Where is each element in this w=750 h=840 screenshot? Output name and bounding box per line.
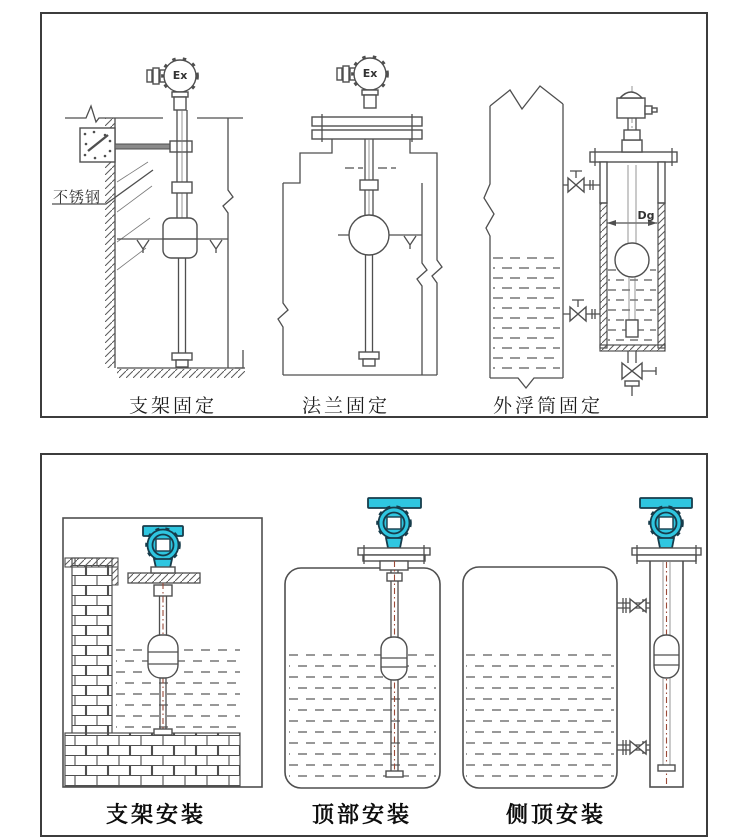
transmitter-head-ex-2 bbox=[337, 56, 388, 108]
isolation-valve-upper bbox=[563, 171, 600, 192]
diagram-bracket-install bbox=[63, 518, 262, 787]
diagram-bracket-fixed bbox=[52, 58, 245, 378]
top-panel bbox=[40, 12, 708, 418]
ex-marking-2: Ex bbox=[362, 67, 378, 80]
bottom-panel-drawing bbox=[42, 455, 706, 833]
diagram-flange-fixed bbox=[278, 56, 442, 375]
bottom-panel bbox=[40, 453, 708, 837]
side-connection-upper bbox=[617, 598, 650, 613]
caption-bracket-fixed: 支架固定 bbox=[128, 395, 217, 417]
caption-external-cage-fixed: 外浮筒固定 bbox=[492, 395, 603, 417]
transmitter-head-ex-1 bbox=[147, 58, 198, 110]
diagram-external-cage-fixed bbox=[484, 86, 677, 396]
side-connection-lower bbox=[617, 740, 650, 755]
diagram-side-top-install bbox=[463, 498, 701, 788]
material-note: 不锈钢 bbox=[53, 188, 102, 206]
caption-bracket-install: 支架安装 bbox=[105, 803, 206, 828]
isolation-valve-lower bbox=[563, 300, 600, 321]
dg-dimension-label: Dg bbox=[637, 209, 655, 222]
caption-top-install: 顶部安装 bbox=[311, 803, 412, 828]
caption-flange-fixed: 法兰固定 bbox=[301, 395, 390, 417]
transmitter-head-cyan-3 bbox=[640, 498, 692, 548]
diagram-top-install bbox=[285, 498, 440, 788]
ex-marking-1: Ex bbox=[172, 69, 188, 82]
caption-side-top-install: 侧顶安装 bbox=[505, 803, 606, 828]
transmitter-head-cyan-2 bbox=[368, 498, 421, 548]
